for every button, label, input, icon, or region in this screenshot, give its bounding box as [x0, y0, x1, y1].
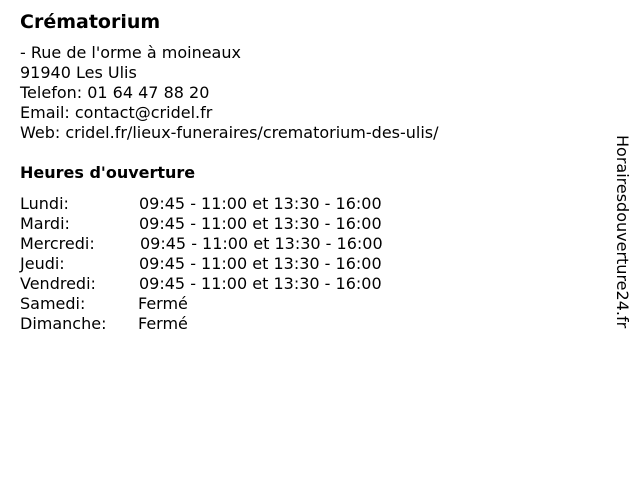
day-label: Mercredi: — [20, 234, 95, 253]
day-hours: 09:45 - 11:00 et 13:30 - 16:00 — [140, 234, 383, 253]
phone-number: Telefon: 01 64 47 88 20 — [20, 83, 210, 102]
day-label: Samedi: — [20, 294, 86, 313]
street-address: - Rue de l'orme à moineaux — [20, 43, 241, 62]
day-hours: Fermé — [138, 314, 188, 333]
day-label: Jeudi: — [20, 254, 65, 273]
day-hours: 09:45 - 11:00 et 13:30 - 16:00 — [139, 194, 382, 213]
day-label: Vendredi: — [20, 274, 96, 293]
email-address: Email: contact@cridel.fr — [20, 103, 213, 122]
day-hours: Fermé — [138, 294, 188, 313]
contact-block — [20, 43, 439, 143]
website-url: Web: cridel.fr/lieux-funeraires/crematorium-des-ulis/ — [20, 123, 439, 142]
day-hours: 09:45 - 11:00 et 13:30 - 16:00 — [139, 254, 382, 273]
site-watermark: Horairesdouverture24.fr — [613, 135, 632, 329]
day-hours: 09:45 - 11:00 et 13:30 - 16:00 — [139, 274, 382, 293]
day-label: Mardi: — [20, 214, 70, 233]
day-label: Dimanche: — [20, 314, 107, 333]
city-address: 91940 Les Ulis — [20, 63, 137, 82]
page-title: Crématorium — [20, 11, 161, 33]
day-hours: 09:45 - 11:00 et 13:30 - 16:00 — [139, 214, 382, 233]
day-label: Lundi: — [20, 194, 69, 213]
hours-heading: Heures d'ouverture — [20, 163, 196, 182]
